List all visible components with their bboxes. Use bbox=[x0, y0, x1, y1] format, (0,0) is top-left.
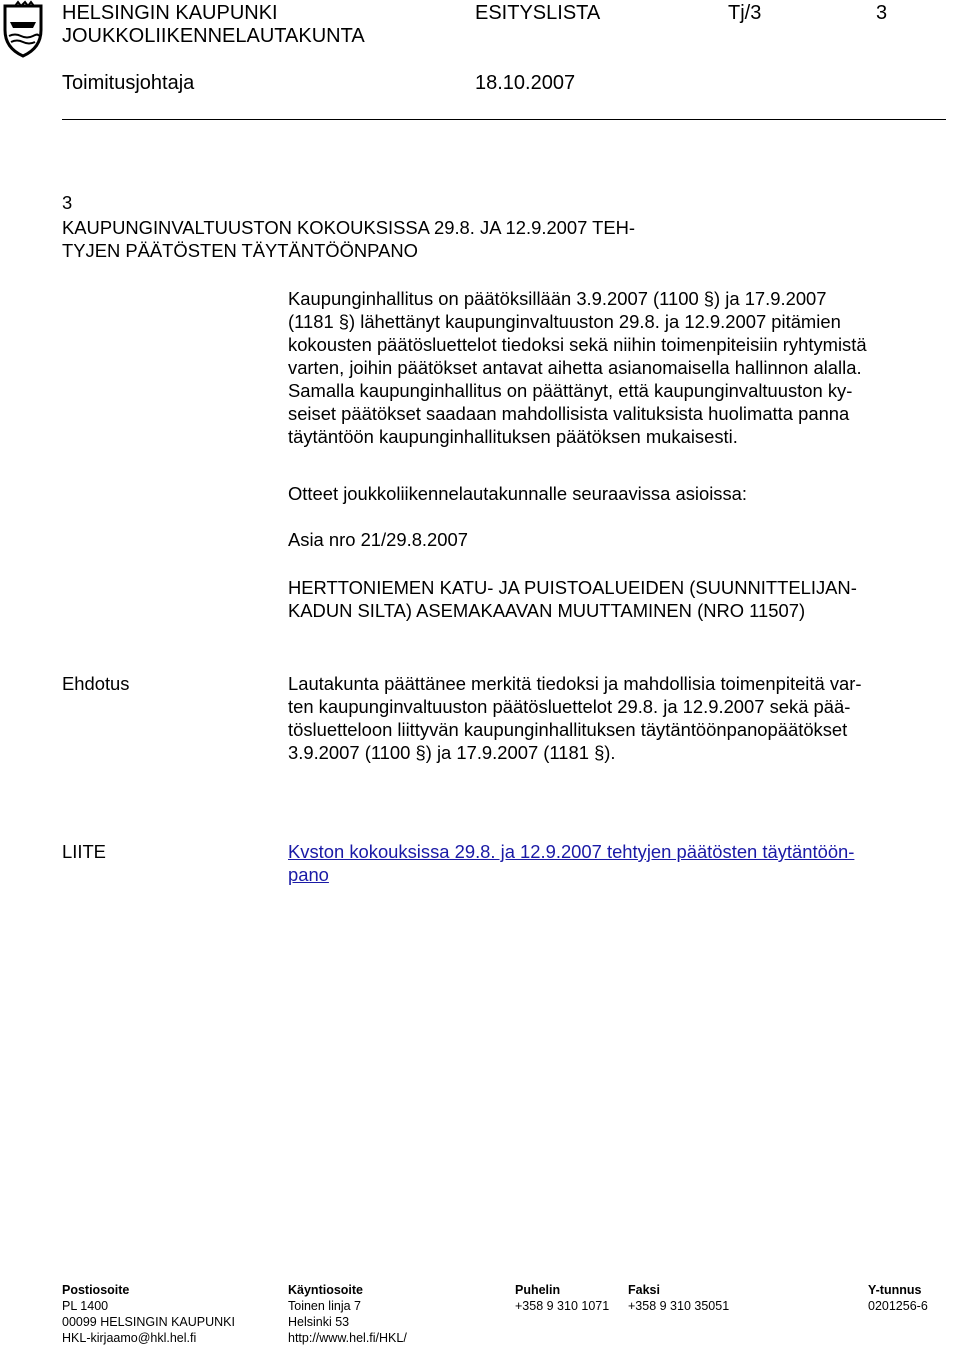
footer-visiting-line: Helsinki 53 bbox=[288, 1315, 350, 1329]
document-code: Tj/3 bbox=[728, 2, 762, 24]
header-divider bbox=[62, 119, 946, 120]
committee-name: JOUKKOLIIKENNELAUTAKUNTA bbox=[62, 25, 365, 47]
footer-business-id-label: Y-tunnus bbox=[868, 1283, 922, 1297]
proposal-text bbox=[288, 672, 862, 764]
footer-phone bbox=[515, 1282, 609, 1314]
attachment-link-line[interactable]: pano bbox=[288, 864, 329, 885]
proposal-line: tösluetteloon liittyvän kaupunginhallituksen täytäntöönpanopäätökset bbox=[288, 719, 848, 740]
footer-business-id bbox=[868, 1282, 928, 1314]
item-title bbox=[62, 216, 635, 262]
case-title-line: HERTTONIEMEN KATU- JA PUISTOALUEIDEN (SUUNNITTELIJAN- bbox=[288, 577, 857, 598]
case-number: Asia nro 21/29.8.2007 bbox=[288, 529, 468, 550]
case-title-line: KADUN SILTA) ASEMAKAAVAN MUUTTAMINEN (NRO 11507) bbox=[288, 600, 806, 621]
intro-paragraph bbox=[288, 287, 867, 448]
footer-fax-value: +358 9 310 35051 bbox=[628, 1299, 730, 1313]
paragraph-line: Samalla kaupunginhallitus on päättänyt, että kaupunginvaltuuston ky- bbox=[288, 380, 853, 401]
paragraph-line: (1181 §) lähettänyt kaupunginvaltuuston 29.8. ja 12.9.2007 pitämien bbox=[288, 311, 841, 332]
attachment-link-line[interactable]: Kvston kokouksissa 29.8. ja 12.9.2007 tehtyjen päätösten täytäntöön- bbox=[288, 841, 855, 862]
proposal-line: 3.9.2007 (1100 §) ja 17.9.2007 (1181 §). bbox=[288, 742, 616, 763]
footer-postal bbox=[62, 1282, 235, 1346]
org-name: HELSINGIN KAUPUNKI bbox=[62, 2, 278, 24]
footer-postal-label: Postiosoite bbox=[62, 1283, 130, 1297]
attachment-link[interactable] bbox=[288, 840, 854, 886]
author: Toimitusjohtaja bbox=[62, 72, 195, 94]
footer-business-id-value: 0201256-6 bbox=[868, 1299, 928, 1313]
paragraph-line: Kaupunginhallitus on päätöksillään 3.9.2007 (1100 §) ja 17.9.2007 bbox=[288, 288, 827, 309]
document-date: 18.10.2007 bbox=[475, 72, 576, 94]
proposal-line: Lautakunta päättänee merkitä tiedoksi ja mahdollisia toimenpiteitä var- bbox=[288, 673, 862, 694]
item-title-line: KAUPUNGINVALTUUSTON KOKOUKSISSA 29.8. JA 12.9.2007 TEH- bbox=[62, 217, 636, 238]
footer-fax-label: Faksi bbox=[628, 1283, 660, 1297]
case-title bbox=[288, 576, 857, 622]
footer-phone-value: +358 9 310 1071 bbox=[515, 1299, 610, 1313]
footer-website[interactable]: http://www.hel.fi/HKL/ bbox=[288, 1331, 407, 1345]
footer-postal-line: 00099 HELSINGIN KAUPUNKI bbox=[62, 1315, 235, 1329]
helsinki-coat-of-arms-icon bbox=[0, 0, 46, 58]
paragraph-line: täytäntöön kaupunginhallituksen päätöksen mukaisesti. bbox=[288, 426, 738, 447]
item-title-line: TYJEN PÄÄTÖSTEN TÄYTÄNTÖÖNPANO bbox=[62, 240, 418, 261]
paragraph-line: varten, joihin päätökset antavat aihetta asianomaisella hallinnon alalla. bbox=[288, 357, 862, 378]
footer-visiting-line: Toinen linja 7 bbox=[288, 1299, 361, 1313]
proposal-line: ten kaupunginvaltuuston päätösluettelot 29.8. ja 12.9.2007 sekä pää- bbox=[288, 696, 851, 717]
paragraph-line: seiset päätökset saadaan mahdollisista valituksista huolimatta panna bbox=[288, 403, 850, 424]
footer-email[interactable]: HKL-kirjaamo@hkl.hel.fi bbox=[62, 1331, 197, 1345]
item-number: 3 bbox=[62, 192, 73, 213]
footer-postal-line: PL 1400 bbox=[62, 1299, 109, 1313]
document-type: ESITYSLISTA bbox=[475, 2, 601, 24]
footer-visiting bbox=[288, 1282, 407, 1346]
footer-phone-label: Puhelin bbox=[515, 1283, 561, 1297]
proposal-label: Ehdotus bbox=[62, 673, 130, 694]
extracts-heading: Otteet joukkoliikennelautakunnalle seuraavissa asioissa: bbox=[288, 483, 748, 504]
page-number: 3 bbox=[876, 2, 888, 24]
footer-fax bbox=[628, 1282, 729, 1314]
paragraph-line: kokousten päätösluettelot tiedoksi sekä niihin toimenpiteisiin ryhtymistä bbox=[288, 334, 867, 355]
attachment-label: LIITE bbox=[62, 841, 106, 862]
footer-visiting-label: Käyntiosoite bbox=[288, 1283, 364, 1297]
